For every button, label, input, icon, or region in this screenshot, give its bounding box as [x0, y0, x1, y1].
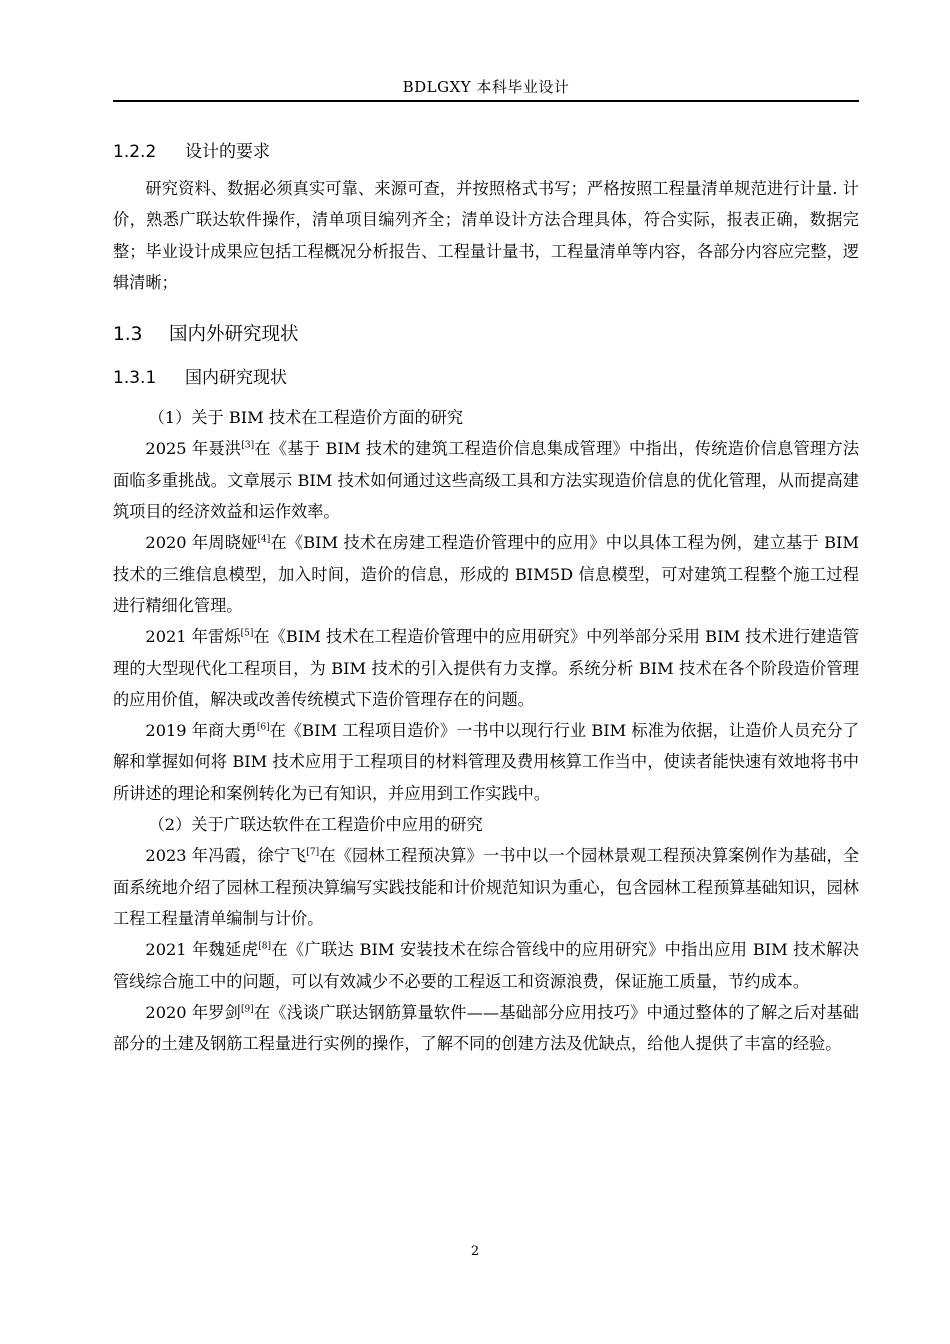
- heading-1-3: [113, 312, 859, 358]
- reference-text: 在《浅谈广联达钢筋算量软件——基础部分应用技巧》中通过整体的了解之后对基础部分的土建及钢筋工程量进行实例的操作，了解不同的创建方法及优缺点，给他人提供了丰富的经验。: [113, 1002, 859, 1054]
- reference-text: 在《基于 BIM 技术的建筑工程造价信息集成管理》中指出，传统造价信息管理方法面临多重挑战。文章展示 BIM 技术如何通过这些高级工具和方法实现造价信息的优化管理，从而提高建筑项目的经济效益和运作效率。: [113, 439, 860, 522]
- reference-lead: 2020 年周晓娅: [145, 533, 258, 553]
- reference-text: 在《园林工程预决算》一书中以一个园林景观工程预决算案例作为基础，全面系统地介绍了园林工程预决算编写实践技能和计价规范知识为重心，包含园林工程预算基础知识，园林工程工程量清单编制与计价。: [113, 846, 860, 928]
- heading-title: 设计的要求: [185, 142, 270, 162]
- subtopic-bim-cost: （1）关于 BIM 技术在工程造价方面的研究: [148, 408, 464, 428]
- reference-paragraph: [113, 997, 859, 1060]
- heading-number: 1.2.2: [113, 142, 157, 162]
- reference-paragraph: [113, 715, 859, 809]
- reference-text: 在《BIM 技术在工程造价管理中的应用研究》中列举部分采用 BIM 技术进行建造管理的大型现代化工程项目，为 BIM 技术的引入提供有力支撑。系统分析 BIM 技术在各个阶段造价管理的应用价值，解决或改善传统模式下造价管理存在的问题。: [113, 627, 860, 709]
- heading-number: 1.3.1: [113, 368, 157, 389]
- reference-text: 在《广联达 BIM 安装技术在综合管线中的应用研究》中指出应用 BIM 技术解决管线综合施工中的问题，可以有效减少不必要的工程返工和资源浪费，保证施工质量，节约成本。: [113, 940, 860, 991]
- page-number: 2: [470, 1244, 480, 1259]
- header-divider: [113, 100, 859, 102]
- subtopic-glodon-software: （2）关于广联达软件在工程造价中应用的研究: [148, 815, 483, 835]
- heading-title: 国内研究现状: [185, 368, 287, 389]
- citation-mark: [5]: [240, 628, 254, 639]
- reference-lead: 2021 年雷烁: [145, 627, 241, 647]
- heading-title: 国内外研究现状: [169, 324, 299, 346]
- reference-lead: 2021 年魏延虎: [145, 940, 259, 960]
- heading-1-2-2: [113, 134, 859, 170]
- citation-mark: [7]: [306, 847, 320, 858]
- citation-mark: [9]: [241, 1004, 254, 1015]
- paragraph-design-requirements: 研究资料、数据必须真实可靠、来源可查，并按照格式书写；严格按照工程量清单规范进行计量. 计价，熟悉广联达软件操作，清单项目编列齐全；清单设计方法合理具体，符合实际，报表正确，数据完整；毕业设计成果应包括工程概况分析报告、工程量计量书，工程量清单等内容，各部分内容应完整，逻辑清晰；: [113, 179, 859, 292]
- reference-paragraph: [113, 621, 859, 715]
- reference-paragraph: [113, 527, 859, 621]
- citation-mark: [4]: [257, 534, 271, 545]
- reference-paragraph: [113, 934, 859, 997]
- reference-paragraph: [113, 840, 859, 934]
- page-header-title: BDLGXY 本科毕业设计: [402, 78, 570, 96]
- reference-paragraph: [113, 433, 859, 527]
- citation-mark: [8]: [258, 941, 272, 952]
- heading-1-3-1: [113, 358, 859, 398]
- page-body: [113, 134, 859, 1059]
- reference-lead: 2019 年商大勇: [145, 721, 257, 741]
- citation-mark: [3]: [241, 441, 255, 452]
- reference-lead: 2020 年罗剑: [145, 1002, 241, 1022]
- reference-lead: 2025 年聂洪: [145, 439, 242, 459]
- reference-lead: 2023 年冯霞，徐宁飞: [145, 846, 307, 866]
- heading-number: 1.3: [113, 324, 143, 346]
- reference-text: 在《BIM 技术在房建工程造价管理中的应用》中以具体工程为例，建立基于 BIM 技术的三维信息模型，加入时间，造价的信息，形成的 BIM5D 信息模型，可对建筑工程整个施工过程进行精细化管理。: [113, 533, 859, 615]
- reference-text: 在《BIM 工程项目造价》一书中以现行行业 BIM 标准为依据，让造价人员充分了解和掌握如何将 BIM 技术应用于工程项目的材料管理及费用核算工作当中，使读者能快速有效地将书中所讲述的理论和案例转化为已有知识，并应用到工作实践中。: [113, 721, 859, 803]
- citation-mark: [6]: [256, 722, 270, 733]
